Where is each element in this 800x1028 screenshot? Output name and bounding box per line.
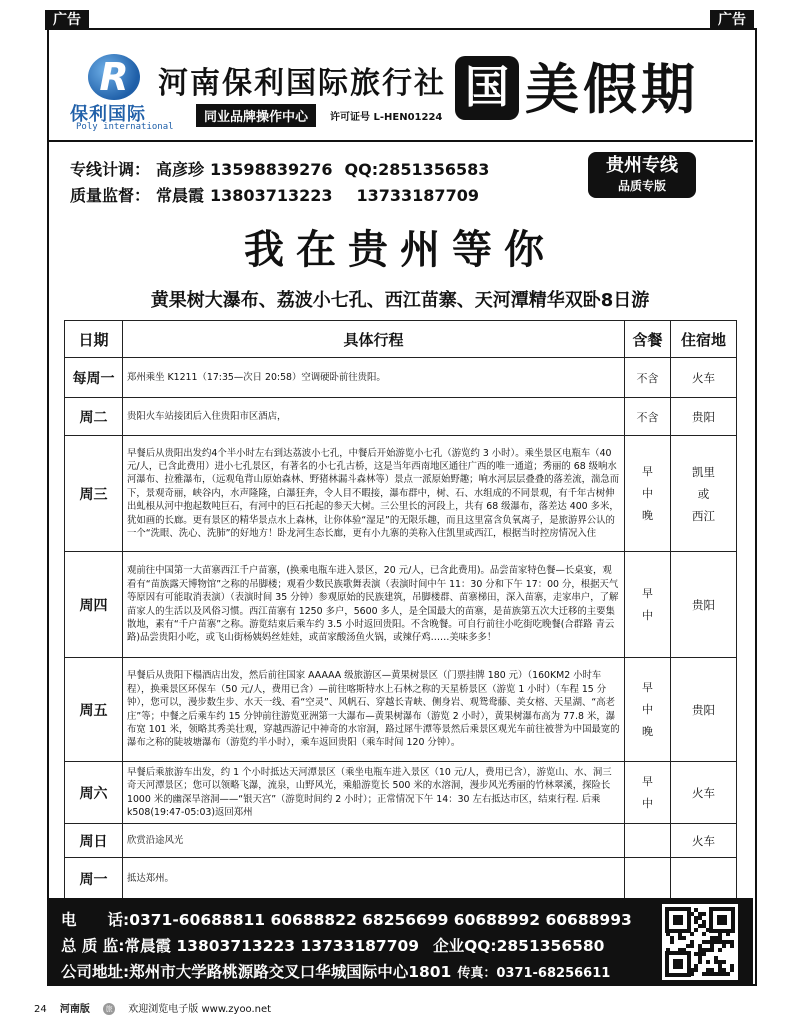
table-row	[65, 824, 737, 858]
page-number: 24	[34, 1004, 47, 1015]
brand-center-label: 同业品牌操作中心	[196, 104, 316, 127]
row-stay: 贵阳	[671, 658, 737, 762]
footer-supervisor-value: 常晨霞 13803713223 13733187709	[124, 937, 420, 955]
contact-line-planner	[70, 157, 495, 180]
edition-label: 河南版	[59, 1004, 90, 1015]
meal-item: 中	[642, 608, 653, 622]
logo-mark: R	[99, 55, 129, 99]
meal-item: 早	[642, 586, 653, 600]
meal-item: 晚	[642, 508, 653, 522]
header-meal: 含餐	[625, 321, 671, 358]
badge-subtitle: 品质专版	[617, 179, 666, 193]
footer-address-value: 郑州市大学路桃源路交叉口华城国际中心1801	[129, 963, 452, 981]
row-day: 周四	[65, 552, 123, 658]
meal-item: 中	[642, 796, 653, 810]
main-title: 我在贵州等你	[244, 226, 556, 273]
meal-item: 中	[642, 702, 653, 716]
contact-line-supervisor	[70, 183, 485, 206]
header-detail: 具体行程	[123, 321, 625, 358]
stay-item: 西江	[692, 508, 715, 523]
row-day: 周五	[65, 658, 123, 762]
table-row	[65, 436, 737, 552]
stay-item: 或	[697, 486, 710, 501]
table-header-row	[65, 321, 737, 358]
logo-chinese-name: 保利国际	[70, 104, 146, 125]
edition-icon: 旅	[103, 1003, 115, 1015]
row-meal	[625, 858, 671, 900]
row-day: 周六	[65, 762, 123, 824]
footer-phone-label: 电 话:	[61, 911, 130, 929]
agency-name: 河南保利国际旅行社	[158, 66, 446, 101]
row-meal: 不含	[625, 358, 671, 398]
row-detail: 早餐后从贵阳下榻酒店出发，然后前往国家 AAAAA 级旅游区—黄果树景区（门票挂牌 180 元）（160KM2 小时车程），换乘景区环保车（50 元/人，费用已含）—前往喀斯特水上石林之称的天星桥景区（游览 1 小时）（车程 15 分钟），您可以，漫步数生步、水天一线、看“空灵”、风帆石、穿越长青峡、侧身岩、观鸳鸯藤、美女榕、天星湖、“高老庄”等；中餐之后乘车约 15 分钟前往游览亚洲第一大瀑布—黄果树瀑布（游览 2 小时），黄果树瀑布高为 77.8 米，瀑布宽 101 米，领略其秀美壮观，穿越西游记中神奇的水帘洞，路过犀牛潭等景然后乘景区观光车前往被誉为中国最宽的瀑布之称的陡坡塘瀑布（游览约半小时），乘车返回贵阳（乘车时间 120 分钟）。	[123, 658, 625, 762]
stay-item: 凯里	[692, 464, 715, 479]
meal-item: 晚	[642, 724, 653, 738]
row-day: 周二	[65, 398, 123, 436]
guomei-icon: 国	[455, 56, 519, 120]
itinerary-table	[64, 320, 737, 900]
license-number: 许可证号 L-HEN01224	[330, 112, 443, 123]
qr-code-icon[interactable]	[662, 904, 738, 980]
meal-item: 早	[642, 464, 653, 478]
table-row	[65, 858, 737, 900]
header-stay: 住宿地	[671, 321, 737, 358]
row-stay: 火车	[671, 762, 737, 824]
footer-address-label: 公司地址:	[61, 963, 130, 981]
table-row	[65, 358, 737, 398]
supervisor-phone-2: 13733187709	[356, 186, 479, 205]
guomei-holiday-logo	[455, 54, 737, 124]
row-day: 周一	[65, 858, 123, 900]
footer-supervisor-label: 总 质 监:	[61, 937, 125, 955]
row-meal	[625, 436, 671, 552]
page-footer	[34, 1000, 281, 1015]
row-detail: 欣赏沿途风光	[123, 824, 625, 858]
row-meal	[625, 552, 671, 658]
table-row	[65, 762, 737, 824]
row-detail: 早餐后从贵阳出发约4个半小时左右到达荔波小七孔，中餐后开始游览小七孔（游览约 3 小时）。乘坐景区电瓶车（40 元/人，已含此费用）进小七孔景区，有著名的小七孔古桥，这是当年西南地区通往广西的唯一通道；秀丽的 68 级响水河瀑布、拉雅瀑布，（远观龟背山原始森林、野猪林漏斗森林等）景点一派原始野趣；响水河层层叠叠的落差流，湍急而下，景观奇丽，峡谷内，水声隆隆，白瀑狂奔，令人目不暇接，瀑布群中，树、石、水组成的不同景观，有千年古树伸出虬根从河中抱起数吨巨石，有河中的巨石托起的参天大树。三公里长的河段上，共有 68 级瀑布，落差达 400 多米，犹如画的长廊。更有景区的精华景点水上森林，让你体验“湿足”的无限乐趣，而且这里富含负氧离子，是旅游界公认的一个“洗眼、洗心、洗肺”的好地方！卧龙河生态长廊，更有小九寨的美称入住凯里或西江，根据当时控房情况入住	[123, 436, 625, 552]
row-stay: 贵阳	[671, 552, 737, 658]
footer-contact-panel	[47, 898, 753, 984]
row-detail: 抵达郑州。	[123, 858, 625, 900]
planner-name: 高彦珍	[156, 160, 205, 179]
row-meal: 不含	[625, 398, 671, 436]
table-row	[65, 552, 737, 658]
planner-phone: 13598839276	[210, 160, 333, 179]
footer-address-line	[61, 960, 610, 982]
table-row	[65, 398, 737, 436]
footer-qq: 企业QQ:2851356580	[433, 937, 605, 955]
row-stay	[671, 436, 737, 552]
planner-label: 专线计调：	[70, 160, 151, 179]
guizhou-line-badge	[588, 152, 696, 198]
footer-phone-line	[61, 908, 632, 930]
row-day: 周三	[65, 436, 123, 552]
row-stay: 火车	[671, 824, 737, 858]
supervisor-label: 质量监督：	[70, 186, 151, 205]
footer-phone-value: 0371-60688811 60688822 68256699 60688992 60688993	[129, 911, 632, 929]
website-text[interactable]: 欢迎浏览电子版 www.zyoo.net	[128, 1004, 272, 1015]
row-stay: 火车	[671, 358, 737, 398]
row-detail: 观前往中国第一大苗寨西江千户苗寨，(换乘电瓶车进入景区，20 元/人，已含此费用)。品尝苗家特色餐—长桌宴，观看有“苗族露天博物馆”之称的吊脚楼；观看少数民族歌舞表演（表演时间中午 11：30 分和下午 17：00 分，根据天气等原因有可能取消表演）（表演时间 35 分钟）参观原始的民族建筑，吊脚楼群、苗寨梯田，深入苗寨，走家串户，了解苗家人的生活以及风俗习惯。西江苗寨有 1250 多户，5600 多人，是全国最大的苗寨，是苗族第五次大迁移的主要集散地，素有“千户苗寨”之称。游览结束后乘车约 3.5 小时返回贵阳。不含晚餐。可自行前往小吃街吃晚餐(合群路 青云路)品尝贵阳小吃，或飞山街杨姨妈丝娃娃，或苗家酸汤鱼火锅，或辣仔鸡……美味多多！	[123, 552, 625, 658]
ad-tag-left: 广告	[45, 10, 89, 30]
badge-title: 贵州专线	[606, 155, 678, 176]
row-stay	[671, 858, 737, 900]
supervisor-phone-1: 13803713223	[210, 186, 333, 205]
row-stay: 贵阳	[671, 398, 737, 436]
meal-item: 早	[642, 680, 653, 694]
tour-subtitle: 黄果树大瀑布、荔波小七孔、西江苗寨、天河潭精华双卧8日游	[150, 290, 650, 311]
row-detail: 早餐后乘旅游车出发，约 1 个小时抵达天河潭景区（乘坐电瓶车进入景区（10 元/人，费用已含），游览山、水、洞三奇天河潭景区；您可以领略飞瀑，流泉，山野风光，乘船游览长 500 米的水溶洞，漫步风光秀丽的竹林翠溪，探险长 1000 米的幽深旱溶洞——“银天宫”（游览时间约 2 小时）；正常情况下午 14：30 左右抵达市区，结束行程. 后乘 k508(19:47-05:03)返回郑州	[123, 762, 625, 824]
supervisor-name: 常晨霞	[156, 186, 205, 205]
table-row	[65, 658, 737, 762]
planner-qq: QQ:2851356583	[344, 160, 490, 179]
logo-english-name: Poly international	[76, 122, 174, 132]
row-meal	[625, 824, 671, 858]
guomei-text: 美假期	[525, 57, 699, 121]
ad-tag-right: 广告	[710, 10, 754, 30]
footer-fax: 传真：0371-68256611	[457, 966, 611, 981]
footer-supervisor-line	[61, 934, 604, 956]
row-day: 每周一	[65, 358, 123, 398]
meal-item: 中	[642, 486, 653, 500]
header-day: 日期	[65, 321, 123, 358]
row-detail: 贵阳火车站接团后入住贵阳市区酒店，	[123, 398, 625, 436]
row-detail: 郑州乘坐 K1211（17:35—次日 20:58）空调硬卧前往贵阳。	[123, 358, 625, 398]
row-day: 周日	[65, 824, 123, 858]
meal-item: 早	[642, 774, 653, 788]
row-meal	[625, 658, 671, 762]
row-meal	[625, 762, 671, 824]
